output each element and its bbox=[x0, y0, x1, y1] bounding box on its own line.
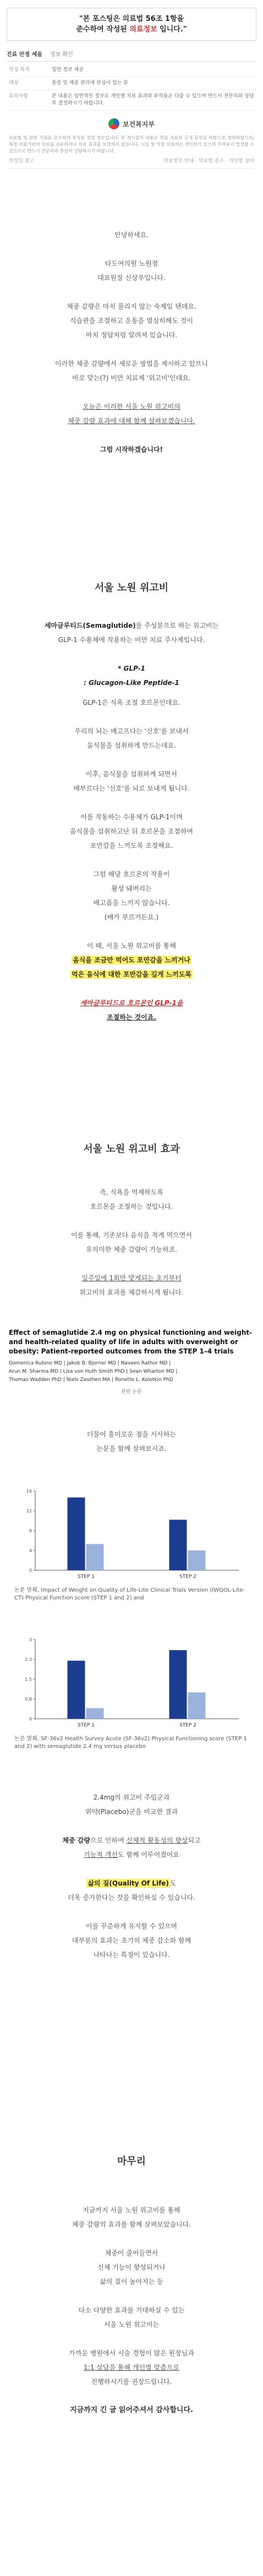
compliance-notice bbox=[7, 8, 256, 41]
paper-intro: 더불어 흥미로운 점을 시사하는 논문을 함께 살펴보시죠. bbox=[86, 1430, 177, 1453]
divider bbox=[9, 168, 254, 169]
highlight-bar: 삶의 질(Quality Of Life) bbox=[87, 1879, 169, 1887]
notice-line-1: "본 포스팅은 의료법 56조 1항을 bbox=[79, 15, 184, 23]
post-meta: 작성일 참고 의료정보 안내 · 의료법 준수 · 개인별 상이 bbox=[9, 158, 254, 164]
paper-header bbox=[0, 1328, 263, 1395]
bar bbox=[169, 1650, 187, 1719]
info-table bbox=[7, 64, 256, 111]
y-tick-label: 4 bbox=[29, 1548, 32, 1553]
table-row: 대상 통증 및 체중 관리에 관심이 있는 분 bbox=[7, 77, 256, 90]
intro-underline: 오늘은 이러한 서울 노원 위고비의 bbox=[83, 403, 180, 410]
x-tick-label: STEP 1 bbox=[78, 1574, 95, 1580]
figure-1 bbox=[0, 1482, 263, 1602]
closing-thanks: 지금까지 긴 글 읽어주셔서 감사합니다. bbox=[70, 2406, 193, 2414]
section-title-wegovy: 서울 노원 위고비 bbox=[94, 582, 169, 594]
bar bbox=[188, 1692, 206, 1719]
ministry-logo bbox=[0, 113, 263, 135]
paper-authors: Domenica Rubino MD | Jakob B. Bjorner MD | Naveen Rathor MD | Arun M. Sharma MD | Lisa von Huth Smith PhD | Sean Wharton MD | Thomas Wadden PhD | Niels Zeuthen MA | Ronette L. Kolotkin PhD bbox=[9, 1361, 178, 1383]
ministry-name: 보건복지부 bbox=[123, 120, 155, 128]
intro-start: 그럼 시작하겠습니다! bbox=[100, 446, 163, 453]
tab-treatment[interactable]: 진료 안정 세움 bbox=[7, 52, 42, 58]
bar bbox=[68, 1498, 85, 1570]
y-tick-label: 0.8 bbox=[25, 1697, 32, 1702]
info-tabs bbox=[7, 46, 256, 62]
highlight-bar: 음식을 조금만 먹어도 포만감을 느끼거나 bbox=[73, 956, 190, 964]
y-tick-label: 16 bbox=[26, 1489, 32, 1494]
y-tick-label: 12 bbox=[26, 1509, 32, 1514]
y-tick-label: 2.3 bbox=[25, 1657, 32, 1662]
x-tick-label: STEP 2 bbox=[179, 1723, 196, 1728]
notice-highlight: 의료정보 bbox=[129, 25, 157, 34]
highlight-bar: 먹은 음식에 대한 포만감을 길게 느끼도록 bbox=[72, 971, 191, 978]
figure-2 bbox=[0, 1631, 263, 1751]
bar bbox=[86, 1544, 104, 1570]
table-row: 작성 목적 일반 정보 제공 bbox=[7, 64, 256, 77]
x-tick-label: STEP 1 bbox=[78, 1723, 95, 1728]
x-tick-label: STEP 2 bbox=[179, 1574, 196, 1580]
blog-page bbox=[0, 8, 263, 2414]
table-row: 유의사항 본 내용은 일반적인 정보로 개인별 치료 효과와 부작용은 다를 수 있으며 반드시 전문의와 상담 후 결정하시기 바랍니다. bbox=[7, 90, 256, 111]
y-tick-label: 0 bbox=[29, 1717, 32, 1722]
ministry-emblem-icon bbox=[108, 118, 119, 129]
bar bbox=[68, 1660, 85, 1719]
section1-body: 세마글루티드(Semaglutide)를 주성분으로 하는 위고비는 GLP-1 수용체에 작용하는 비만 치료 주사제입니다. * GLP-1 : Glucagon-Like Peptide-1 GLP-1은 식욕 조절 호르몬인데요. 우리의 뇌는 배고프다는 '신호'를 보내서 음식물을 섭취하게 만드는데요. 이후, 음식물을 섭취하게 되면서 배부르다는 '신호'를 뇌로 보내게 됩니다. 이를 작동하는 수용체가 GLP-1이며 음식물을 섭취하고난 뒤 호르몬을 조절하여 포만감을 느끼도록 조절해요. 그럼 해당 호르몬의 작용이 활성 돼버리는 배고픔을 느끼지 않습니다. (배가 부르거든요.) 이 때, 서울 노원 위고비를 통해 음식을 조금만 먹어도 포만감을 느끼거나 먹은 음식에 대한 포만감을 길게 느끼도록 세마글루티드로 호르몬인 GLP-1을 조절하는 것이죠. bbox=[44, 622, 219, 1021]
section-title-closing: 마무리 bbox=[117, 2156, 146, 2167]
y-tick-label: 1.5 bbox=[25, 1677, 32, 1682]
bar bbox=[169, 1520, 187, 1570]
chart-physical-function bbox=[13, 1482, 250, 1587]
fine-print: 의료법 및 관련 지침을 준수하여 작성된 건강 정보입니다. 본 게시물의 내용은 학술 자료와 공개 문헌을 바탕으로 정리하였으며, 특정 의료기관의 진료를 권유하거나 치료 효과를 보장하지 않습니다. 시술 및 약물 치료에는 개인차가 있으며 부작용이 발생할 수 있으므로 반드시 전문의와 충분히 상담하시기 바랍니다. bbox=[9, 135, 254, 154]
bar bbox=[188, 1550, 206, 1570]
notice-line-2: 준수하여 작성된 의료정보 입니다." bbox=[76, 25, 187, 34]
tab-info[interactable]: 정보 확인 bbox=[50, 52, 73, 58]
bar bbox=[86, 1708, 104, 1719]
section-title-effect: 서울 노원 위고비 효과 bbox=[83, 1143, 180, 1155]
y-tick-label: 0 bbox=[29, 1568, 32, 1573]
section3-body: 지금까지 서울 노원 위고비를 통해 체중 감량의 효과를 함께 살펴보았습니다. 체중이 줄어들면서 신체 기능이 향상되거나 삶의 질이 높아지는 등 다소 다양한 효과를 기대하실 수 있는 서울 노원 위고비는 가까운 병원에서 시술 경험이 많은 원장님과 1:1 상담을 통해 개인별 맞춤으로 진행하시기를 권장드립니다. 지금까지 긴 글 읽어주셔서 감사합니다. bbox=[0, 2203, 263, 2418]
section2-results: 2.4mg의 위고비 주입군과 위약(Placebo)군을 비교한 결과 체중 감량으로 인하여 신체적 활동성의 향상되고 기능적 개선도 함께 이루어졌어요 삶의 질(Quality Of Life) 도 더욱 증가한다는 것을 확인하실 수 있습니다. 이를 꾸준하게 유지할 수 있으며 대부분의 효과는 초기의 체중 감소와 함께 나타나는 특징이 있습니다. bbox=[62, 1794, 201, 1959]
y-tick-label: 8 bbox=[29, 1528, 32, 1533]
chart-sf36 bbox=[13, 1631, 250, 1735]
paper-source: 관련 논문 bbox=[121, 1389, 142, 1395]
figure-caption-2: 논문 발췌, SF-36v2 Health Survey Acute (SF-36v2) Physical Functioning score (STEP 1 and 2) with semaglutide 2.4 mg versus placebo bbox=[14, 1736, 247, 1750]
y-tick-label: 3 bbox=[29, 1637, 32, 1642]
section2-body: 즉, 식욕을 억제하도록 호르몬을 조절하는 것입니다. 이를 통해, 기존보다 음식을 적게 먹으면서 유의미한 체중 감량이 가능하죠. 일주일에 1회만 맞게되는 초기부터 위고비의 효과를 체감하시게 됩니다. bbox=[71, 1188, 192, 1296]
figure-caption-1: 논문 발췌, Impact of Weight on Quality of Life-Lite Clinical Trials Version (IWQOL-Lite-CT) Physical Function score (STEP 1 and 2) and bbox=[14, 1587, 245, 1601]
paper-title: Effect of semaglutide 2.4 mg on physical functioning and weight- and health-related quality of life in adults with overweight or obesity: Patient-reported outcomes from the STEP 1–4 trials bbox=[9, 1329, 253, 1355]
intro-section: 안녕하세요. 타도여의원 노원점 대표원장 신상우입니다. 체중 감량은 마치 풀리지 않는 숙제일 텐데요. 식습관을 조절하고 운동을 열심히해도 것이 마치 정답처럼 알려져 있습니다. 이러한 체중 감량에서 새로운 방법을 제시하고 있으니 바로 맞는(?) 비만 치료제 '위고비'인데요. 오늘은 이러한 서울 노원 위고비의 체중 감량 효과에 대해 함께 살펴보겠습니다. 그럼 시작하겠습니다! bbox=[0, 228, 263, 457]
